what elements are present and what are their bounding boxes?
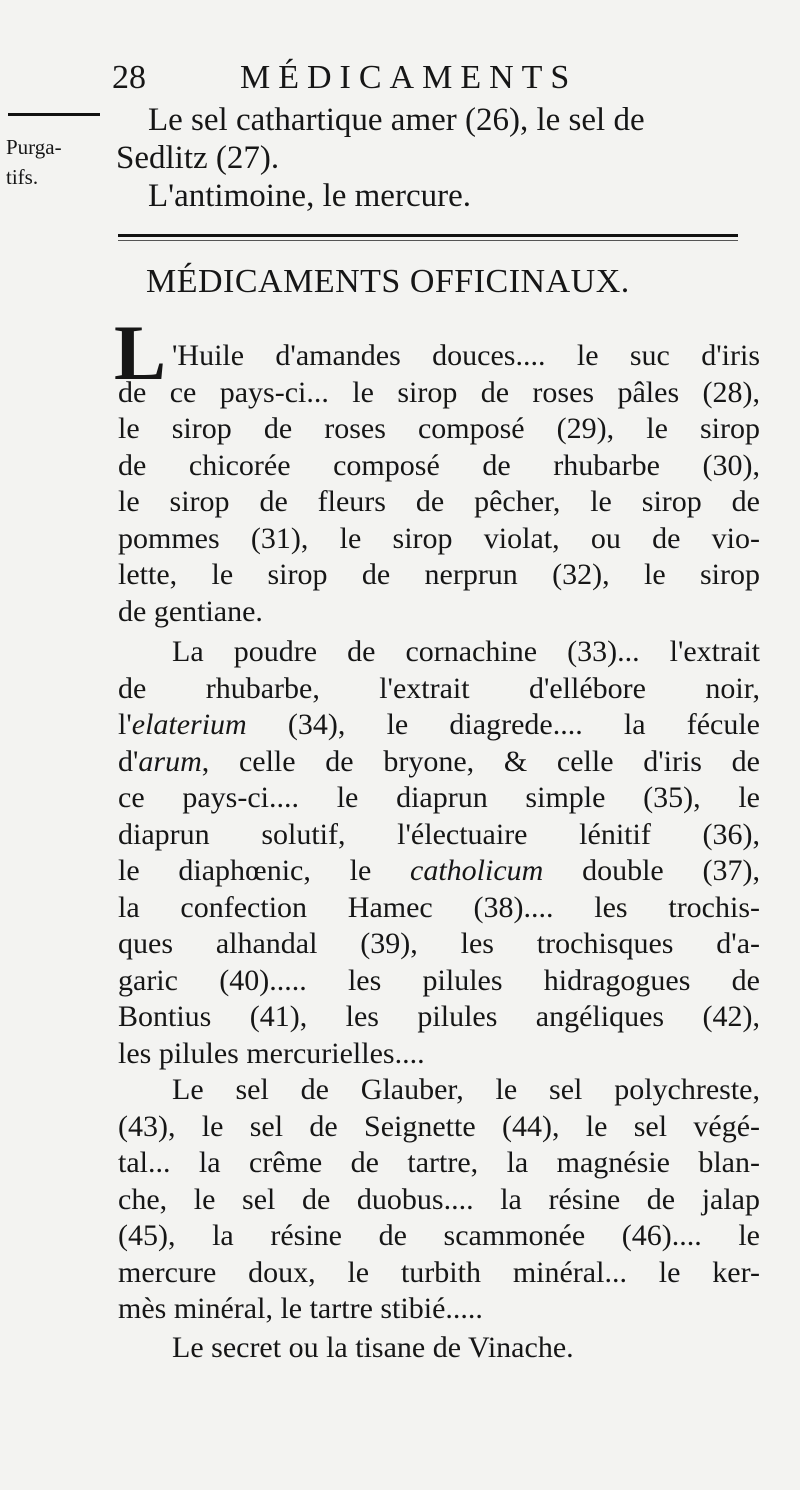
body-line: Bontius (41), les pilules angéliques (42), bbox=[118, 1000, 760, 1033]
body-line: ce pays-ci.... le diaprun simple (35), le bbox=[118, 781, 760, 814]
section-rule-thin bbox=[118, 240, 738, 241]
body-line: l'elaterium (34), le diagrede.... la fécule bbox=[118, 708, 760, 741]
body-line: garic (40)..... les pilules hidragogues de bbox=[118, 963, 760, 997]
body-line: le sirop de roses composé (29), le sirop bbox=[118, 412, 760, 445]
body-line: lette, le sirop de nerprun (32), le sirop bbox=[118, 558, 760, 591]
drop-cap: L bbox=[114, 309, 167, 396]
body-line: la confection Hamec (38).... les trochis- bbox=[118, 890, 760, 924]
text-line: Sedlitz (27). bbox=[116, 140, 280, 176]
text-line: Le sel cathartique amer (26), le sel de bbox=[148, 102, 645, 138]
running-head bbox=[112, 58, 712, 98]
margin-rule bbox=[8, 113, 100, 116]
body-line: de rhubarbe, l'extrait d'ellébore noir, bbox=[118, 671, 760, 705]
page-number: 28 bbox=[112, 59, 146, 96]
margin-note: Purga- tifs. bbox=[6, 135, 62, 189]
body-line: Le secret ou la tisane de Vinache. bbox=[172, 1331, 574, 1364]
body-line: mercure doux, le turbith minéral... le ker- bbox=[118, 1255, 760, 1289]
body-line: de chicorée composé de rhubarbe (30), bbox=[118, 448, 760, 482]
body-line: le diaphœnic, le catholicum double (37), bbox=[118, 854, 760, 887]
body-line: le sirop de fleurs de pêcher, le sirop de bbox=[118, 485, 760, 518]
section-rule bbox=[118, 234, 738, 237]
body-line: Le sel de Glauber, le sel polychreste, bbox=[172, 1073, 760, 1106]
body-line: ques alhandal (39), les trochisques d'a- bbox=[118, 927, 760, 960]
body-line: pommes (31), le sirop violat, ou de vio- bbox=[118, 521, 760, 555]
body-line: les pilules mercurielles.... bbox=[118, 1036, 425, 1070]
body-line: diaprun solutif, l'électuaire lénitif (36), bbox=[118, 817, 760, 851]
body-line: de gentiane. bbox=[118, 594, 263, 628]
body-line: mès minéral, le tartre stibié..... bbox=[118, 1292, 483, 1325]
body-line: de ce pays-ci... le sirop de roses pâles (28), bbox=[118, 375, 760, 409]
section-heading: MÉDICAMENTS OFFICINAUX. bbox=[146, 263, 630, 300]
body-line: (43), le sel de Seignette (44), le sel végé- bbox=[118, 1109, 760, 1143]
body-line: (45), la résine de scammonée (46).... le bbox=[118, 1219, 760, 1252]
body-line: La poudre de cornachine (33)... l'extrait bbox=[172, 635, 760, 668]
body-line: d'arum, celle de bryone, & celle d'iris de bbox=[118, 744, 760, 778]
body-line: tal... la crême de tartre, la magnésie blan- bbox=[118, 1146, 760, 1179]
body-line: che, le sel de duobus.... la résine de jalap bbox=[118, 1182, 760, 1216]
running-title: MÉDICAMENTS bbox=[240, 59, 578, 96]
text-line: L'antimoine, le mercure. bbox=[148, 178, 471, 214]
body-line: 'Huile d'amandes douces.... le suc d'iris bbox=[172, 339, 760, 372]
